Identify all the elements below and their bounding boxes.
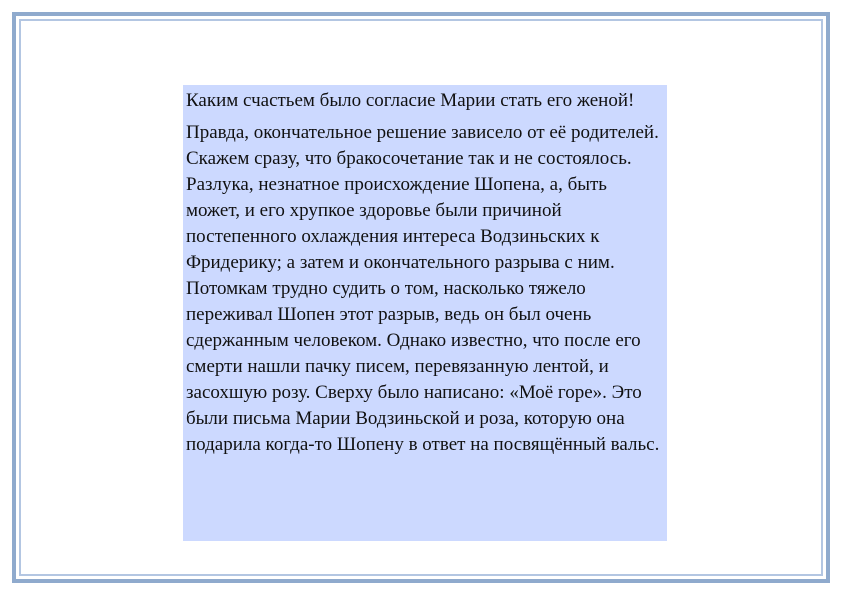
paragraph-body: Правда, окончательное решение зависело от её родителей. Скажем сразу, что бракосочетание так и не состоялось. Разлука, незнатное происхождение Шопена, а, быть может, и его хрупкое здоровье были причиной постепенного охлаждения интереса Водзиньских к Фридерику; а затем и окончательного разрыва с ним. Потомкам трудно судить о том, насколько тяжело переживал Шопен этот разрыв, ведь он был очень сдержанным человеком. Однако известно, что после его смерти нашли пачку писем, перевязанную лентой, и засохшую розу. Сверху было написано: «Моё горе». Это были письма Марии Водзиньской и роза, которую она подарила когда-то Шопену в ответ на посвящённый вальс. (186, 122, 660, 455)
text-box (183, 85, 667, 541)
paragraph-intro: Каким счастьем было согласие Марии стать его женой! (186, 90, 635, 111)
